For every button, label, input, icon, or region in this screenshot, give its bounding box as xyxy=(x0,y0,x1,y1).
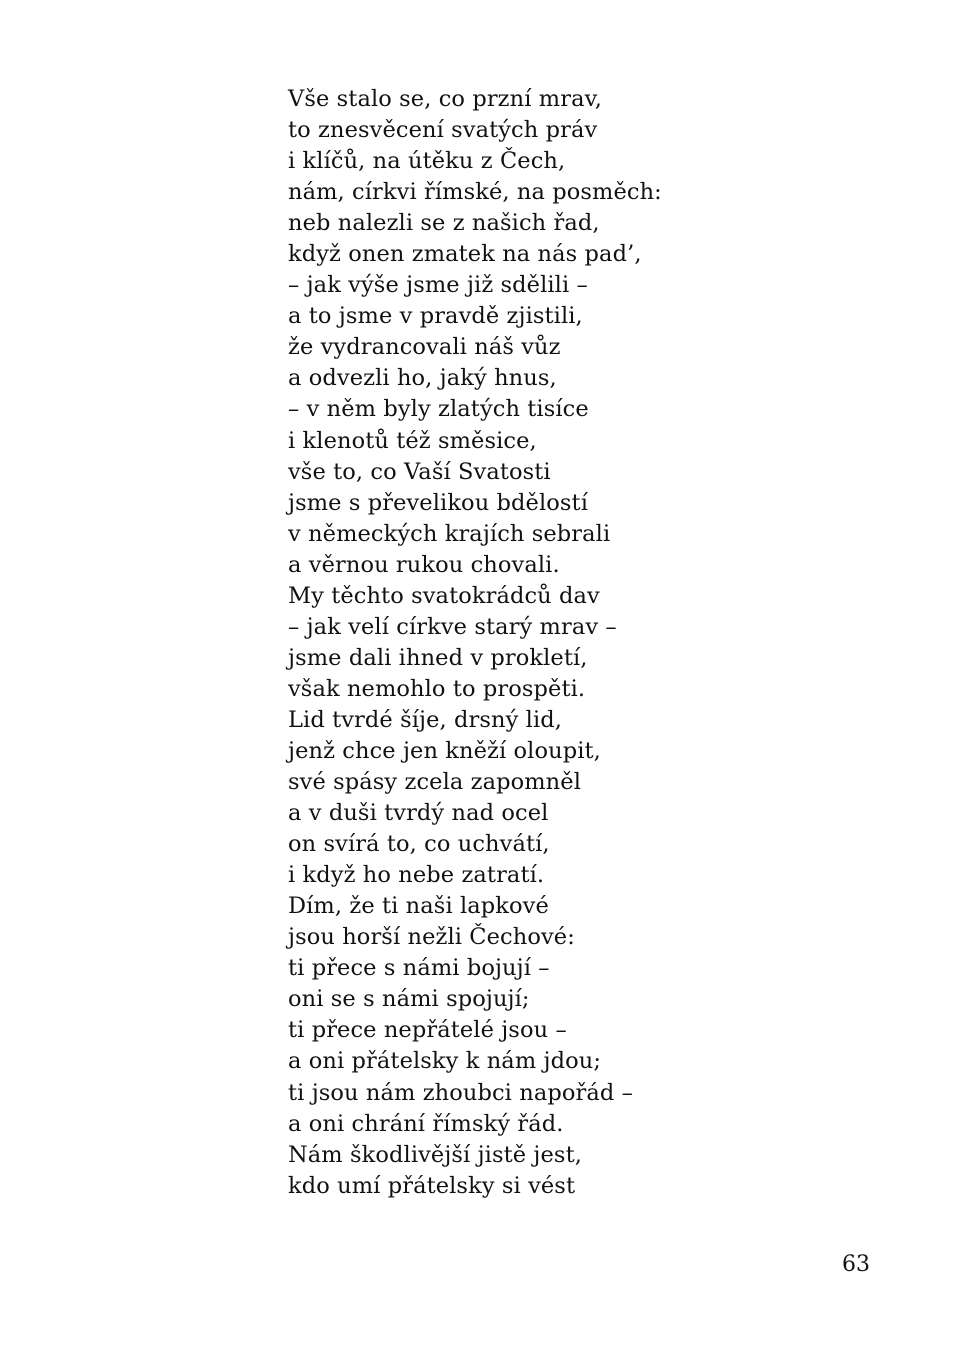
poem-text xyxy=(288,84,708,1202)
poem-line: – jak velí církve starý mrav – xyxy=(288,613,617,640)
poem-line: že vydrancovali náš vůz xyxy=(288,334,561,361)
poem-line: i klenotů též směsice, xyxy=(288,427,537,454)
poem-line: a oni přátelsky k nám jdou; xyxy=(288,1048,601,1075)
poem-line: a to jsme v pravdě zjistili, xyxy=(288,303,583,330)
poem-line: a oni chrání římský řád. xyxy=(288,1110,564,1137)
poem-line: Dím, že ti naši lapkové xyxy=(288,893,549,920)
poem-line: – jak výše jsme již sdělili – xyxy=(288,272,588,299)
poem-line: nám, církvi římské, na posměch: xyxy=(288,179,662,206)
poem-line: on svírá to, co uchvátí, xyxy=(288,831,550,858)
poem-line: i klíčů, na útěku z Čech, xyxy=(288,148,566,175)
poem-line: to znesvěcení svatých práv xyxy=(288,117,598,144)
poem-line: jenž chce jen kněží oloupit, xyxy=(288,737,601,764)
poem-line: – v něm byly zlatých tisíce xyxy=(288,396,589,423)
poem-line: My těchto svatokrádců dav xyxy=(288,582,600,609)
poem-line: a věrnou rukou chovali. xyxy=(288,551,560,578)
poem-line: jsme dali ihned v prokletí, xyxy=(288,644,588,671)
poem-line: vše to, co Vaší Svatosti xyxy=(288,458,551,485)
poem-line: však nemohlo to prospěti. xyxy=(288,675,586,702)
poem-line: a odvezli ho, jaký hnus, xyxy=(288,365,557,392)
poem-line: jsou horší nežli Čechové: xyxy=(288,924,575,951)
poem-line: ti přece nepřátelé jsou – xyxy=(288,1017,567,1044)
poem-line: když onen zmatek na nás pad’, xyxy=(288,241,642,268)
poem-line: Nám škodlivější jistě jest, xyxy=(288,1141,582,1168)
poem-line: i když ho nebe zatratí. xyxy=(288,862,545,889)
poem-line: Vše stalo se, co przní mrav, xyxy=(288,86,602,112)
poem-line: a v duši tvrdý nad ocel xyxy=(288,800,549,827)
page-number: 63 xyxy=(842,1252,870,1277)
poem-line: oni se s námi spojují; xyxy=(288,986,530,1013)
poem-line: v německých krajích sebrali xyxy=(288,520,611,547)
poem-line: ti přece s námi bojují – xyxy=(288,955,550,982)
poem-line: jsme s převelikou bdělostí xyxy=(288,489,588,516)
poem-line: Lid tvrdé šíje, drsný lid, xyxy=(288,706,563,733)
poem-line: neb nalezli se z našich řad, xyxy=(288,210,600,237)
poem-line: své spásy zcela zapomněl xyxy=(288,769,581,796)
poem-line: kdo umí přátelsky si vést xyxy=(288,1172,576,1199)
poem-line: ti jsou nám zhoubci napořád – xyxy=(288,1079,633,1106)
